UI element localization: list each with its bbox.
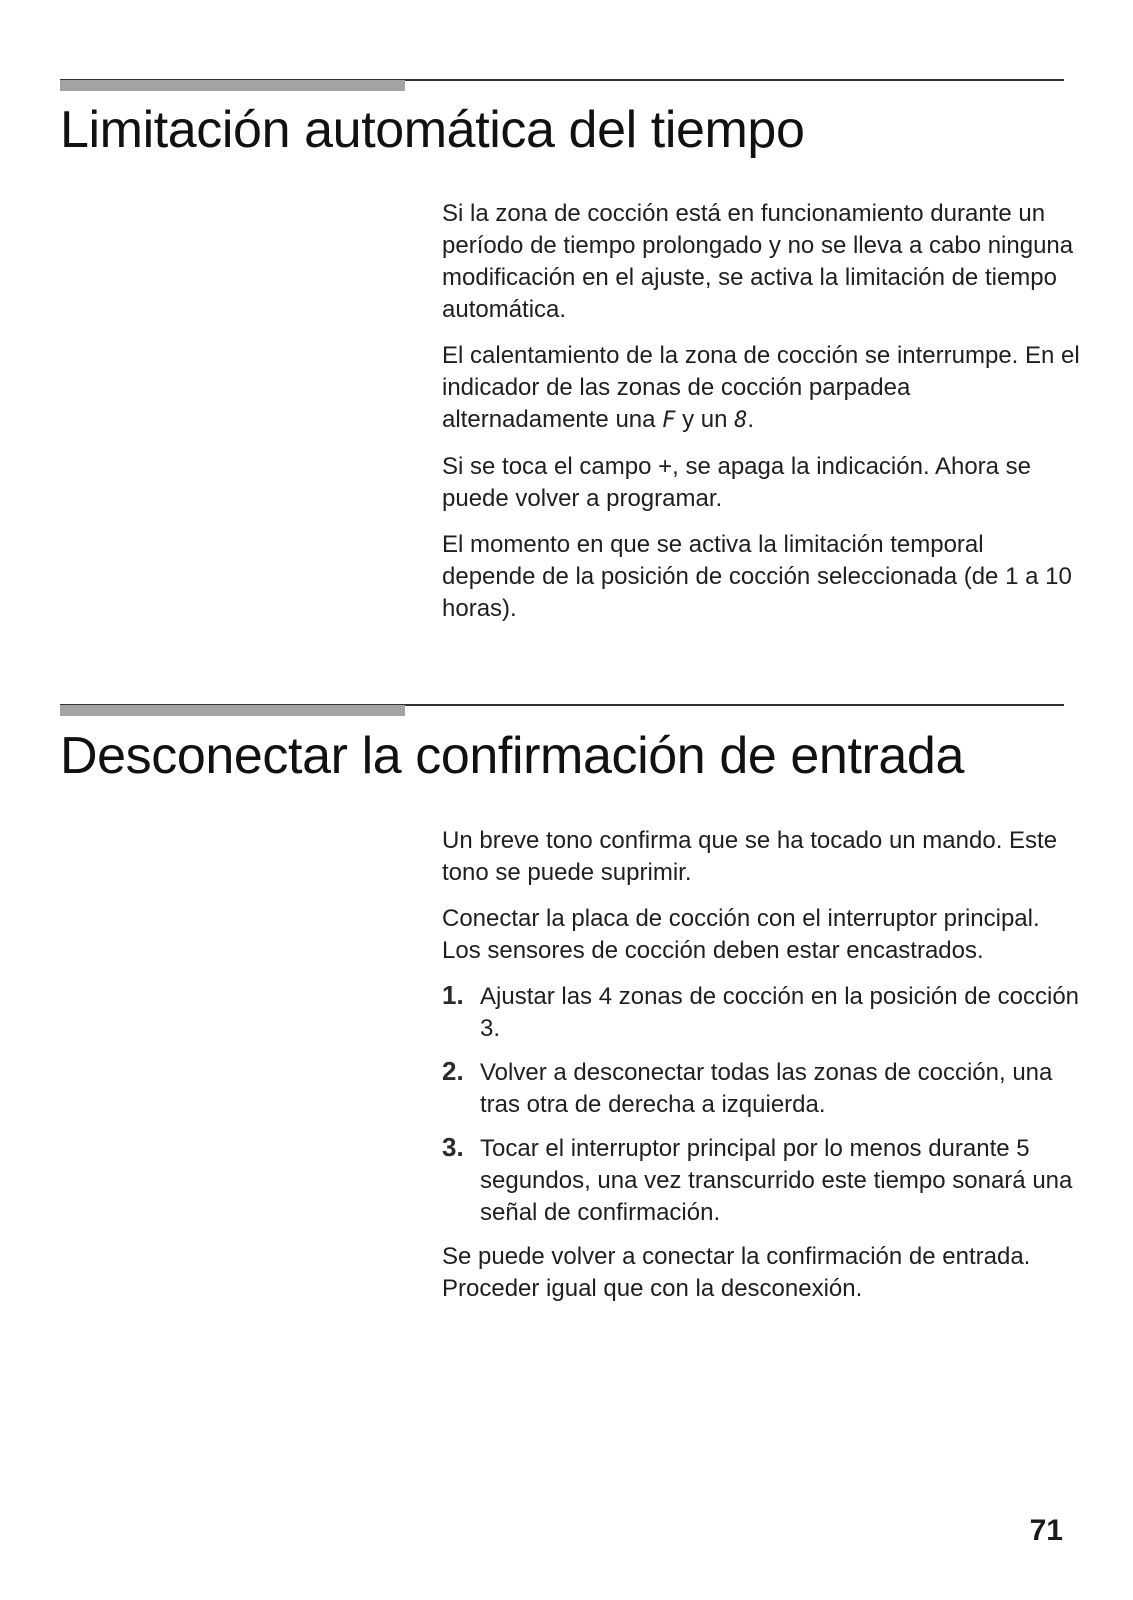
steps-list <box>442 981 1082 1229</box>
section-title-input-confirmation: Desconectar la confirmación de entrada <box>60 727 964 785</box>
paragraph: Se puede volver a conectar la confirmación de entrada. Proceder igual que con la desconexión. <box>442 1243 1031 1302</box>
step-text: Ajustar las 4 zonas de cocción en la posición de cocción 3. <box>480 983 1080 1042</box>
step-number: 2. <box>442 1056 464 1086</box>
section-title-time-limit: Limitación automática del tiempo <box>60 101 805 159</box>
step-number: 3. <box>442 1132 464 1162</box>
paragraph: Conectar la placa de cocción con el interruptor principal. Los sensores de cocción deben estar encastrados. <box>442 905 1040 964</box>
page-number: 71 <box>1029 1514 1063 1547</box>
paragraph: Si la zona de cocción está en funcionamiento durante un período de tiempo prolongado y no se lleva a cabo ninguna modificación en el ajuste, se activa la limitación de tiempo automática. <box>442 200 1074 323</box>
section-body-time-limit <box>442 198 1082 639</box>
paragraph: Un breve tono confirma que se ha tocado un mando. Este tono se puede suprimir. <box>442 827 1058 886</box>
section-rule-accent <box>60 705 405 716</box>
step-number: 1. <box>442 980 464 1010</box>
paragraph-text: El calentamiento de la zona de cocción se interrumpe. En el indicador de las zonas de cocción parpadea alternadamente una <box>442 342 1080 433</box>
step-item <box>442 1057 1082 1121</box>
section-body-input-confirmation <box>442 825 1082 1319</box>
step-text: Volver a desconectar todas las zonas de cocción, una tras otra de derecha a izquierda. <box>480 1059 1053 1118</box>
paragraph: El momento en que se activa la limitación temporal depende de la posición de cocción seleccionada (de 1 a 10 horas). <box>442 531 1072 622</box>
step-text: Tocar el interruptor principal por lo menos durante 5 segundos, una vez transcurrido este tiempo sonará una señal de confirmación. <box>480 1135 1073 1226</box>
paragraph-text: . <box>747 406 755 433</box>
step-item <box>442 981 1082 1045</box>
display-8-symbol: 8 <box>734 408 748 433</box>
display-f-symbol: F <box>662 408 676 433</box>
paragraph-blink <box>442 340 1082 437</box>
step-item <box>442 1133 1082 1229</box>
section-rule-accent <box>60 80 405 91</box>
paragraph-text: y un <box>675 406 735 433</box>
paragraph: Si se toca el campo +, se apaga la indicación. Ahora se puede volver a programar. <box>442 453 1032 512</box>
